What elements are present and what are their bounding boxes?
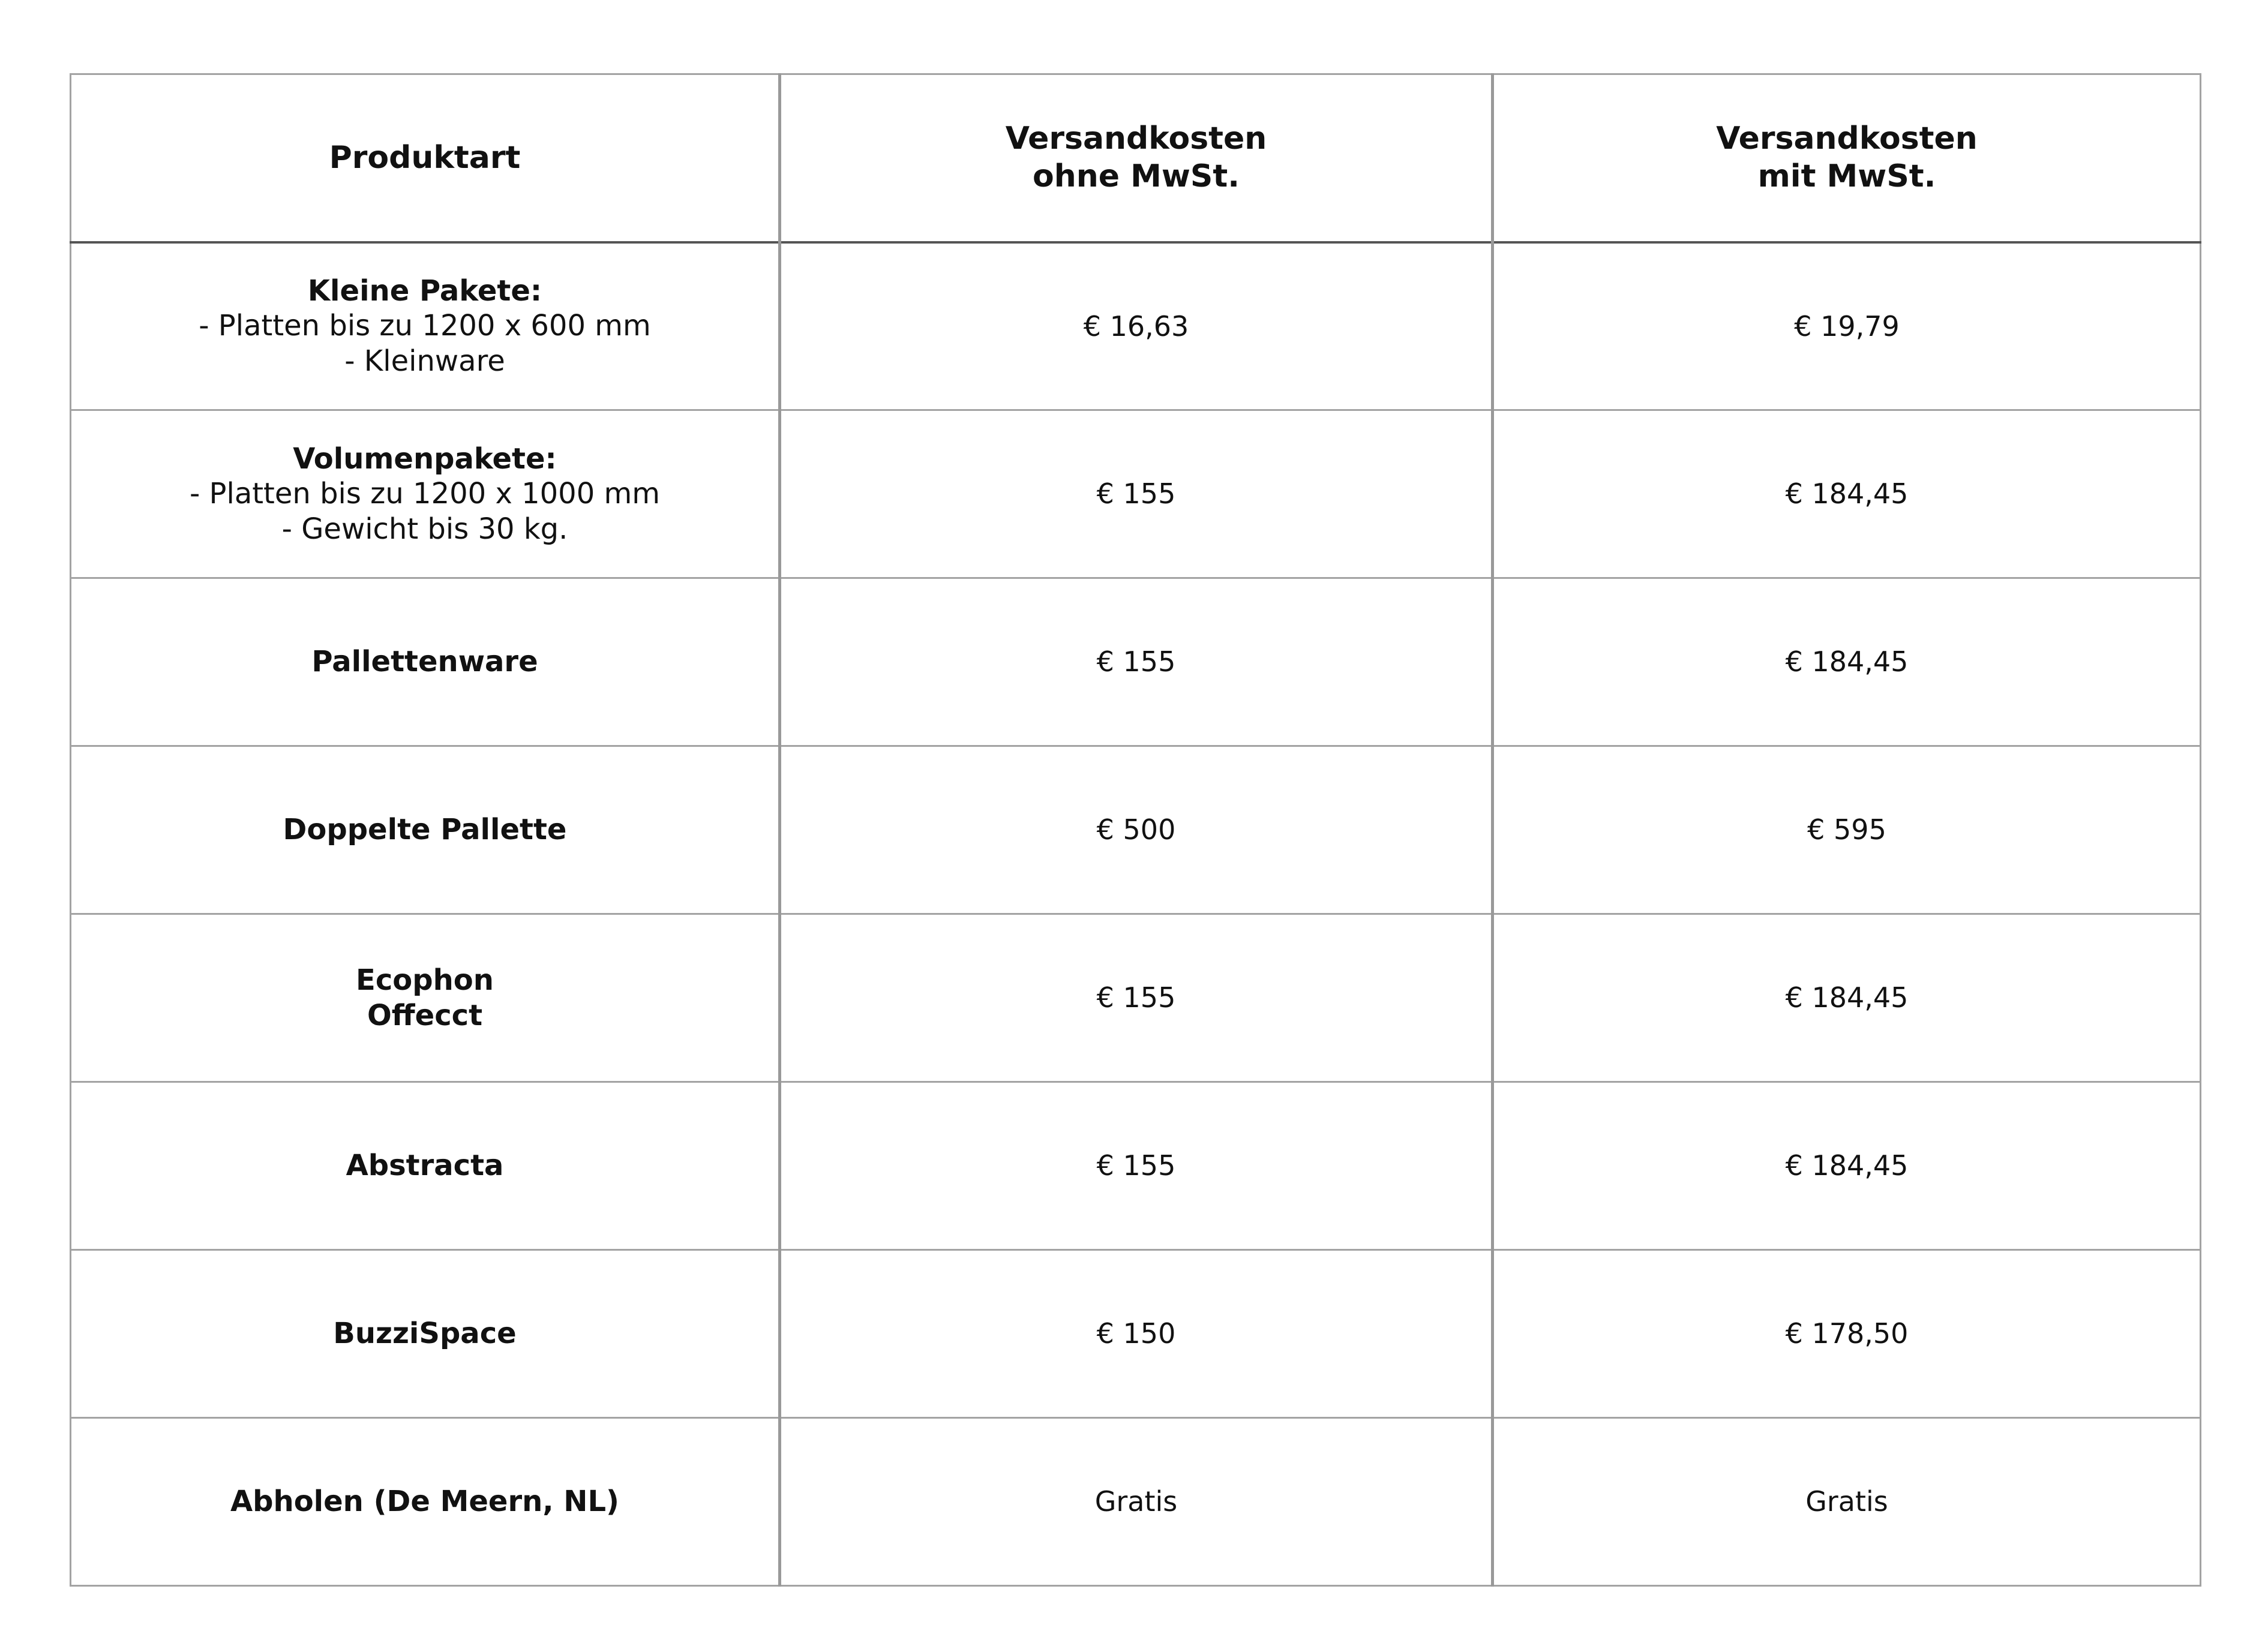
product-cell — [71, 242, 780, 410]
gross-price-cell: € 19,79 — [1493, 242, 2201, 410]
product-name: Kleine Pakete: — [307, 274, 542, 308]
gross-price-cell: € 184,45 — [1493, 410, 2201, 578]
gross-price-cell: € 184,45 — [1493, 1082, 2201, 1250]
product-cell — [71, 1418, 780, 1586]
table-header-row — [71, 74, 2201, 242]
product-name: Abstracta — [346, 1149, 504, 1183]
net-price-cell: Gratis — [780, 1418, 1493, 1586]
header-cost-without-vat — [780, 74, 1493, 242]
header-net-line1: Versandkosten — [1005, 120, 1267, 157]
header-product-type — [71, 74, 780, 242]
net-price-cell: € 150 — [780, 1250, 1493, 1418]
header-product-label: Produktart — [329, 139, 521, 176]
gross-price-cell: € 595 — [1493, 746, 2201, 914]
product-cell — [71, 1082, 780, 1250]
product-name: Abholen (De Meern, NL) — [230, 1485, 619, 1519]
shipping-cost-table — [70, 73, 2201, 1587]
gross-price-cell: Gratis — [1493, 1418, 2201, 1586]
table-row — [71, 746, 2201, 914]
net-price-cell: € 16,63 — [780, 242, 1493, 410]
product-cell — [71, 1250, 780, 1418]
gross-price-cell: € 184,45 — [1493, 578, 2201, 746]
product-cell — [71, 914, 780, 1082]
product-detail: - Kleinware — [344, 344, 505, 379]
product-name: Ecophon — [356, 963, 494, 997]
net-price-cell: € 155 — [780, 410, 1493, 578]
product-cell — [71, 410, 780, 578]
header-cost-with-vat — [1493, 74, 2201, 242]
product-name: BuzziSpace — [333, 1317, 517, 1351]
net-price-cell: € 155 — [780, 1082, 1493, 1250]
net-price-cell: € 155 — [780, 914, 1493, 1082]
product-cell — [71, 578, 780, 746]
product-name: Pallettenware — [311, 645, 538, 679]
product-name: Volumenpakete: — [293, 441, 557, 476]
header-gross-line2: mit MwSt. — [1757, 158, 1936, 195]
table-row — [71, 410, 2201, 578]
product-detail: - Platten bis zu 1200 x 1000 mm — [189, 477, 661, 511]
product-name-secondary: Offecct — [367, 998, 483, 1032]
net-price-cell: € 500 — [780, 746, 1493, 914]
product-detail: - Platten bis zu 1200 x 600 mm — [199, 309, 651, 343]
table-row — [71, 1250, 2201, 1418]
header-gross-line1: Versandkosten — [1716, 120, 1978, 157]
table-row — [71, 1418, 2201, 1586]
table-row — [71, 914, 2201, 1082]
product-detail: - Gewicht bis 30 kg. — [281, 512, 568, 546]
table-row — [71, 1082, 2201, 1250]
header-net-line2: ohne MwSt. — [1033, 158, 1240, 195]
gross-price-cell: € 184,45 — [1493, 914, 2201, 1082]
table-row — [71, 242, 2201, 410]
product-name: Doppelte Pallette — [283, 813, 567, 847]
gross-price-cell: € 178,50 — [1493, 1250, 2201, 1418]
table-row — [71, 578, 2201, 746]
product-cell — [71, 746, 780, 914]
net-price-cell: € 155 — [780, 578, 1493, 746]
